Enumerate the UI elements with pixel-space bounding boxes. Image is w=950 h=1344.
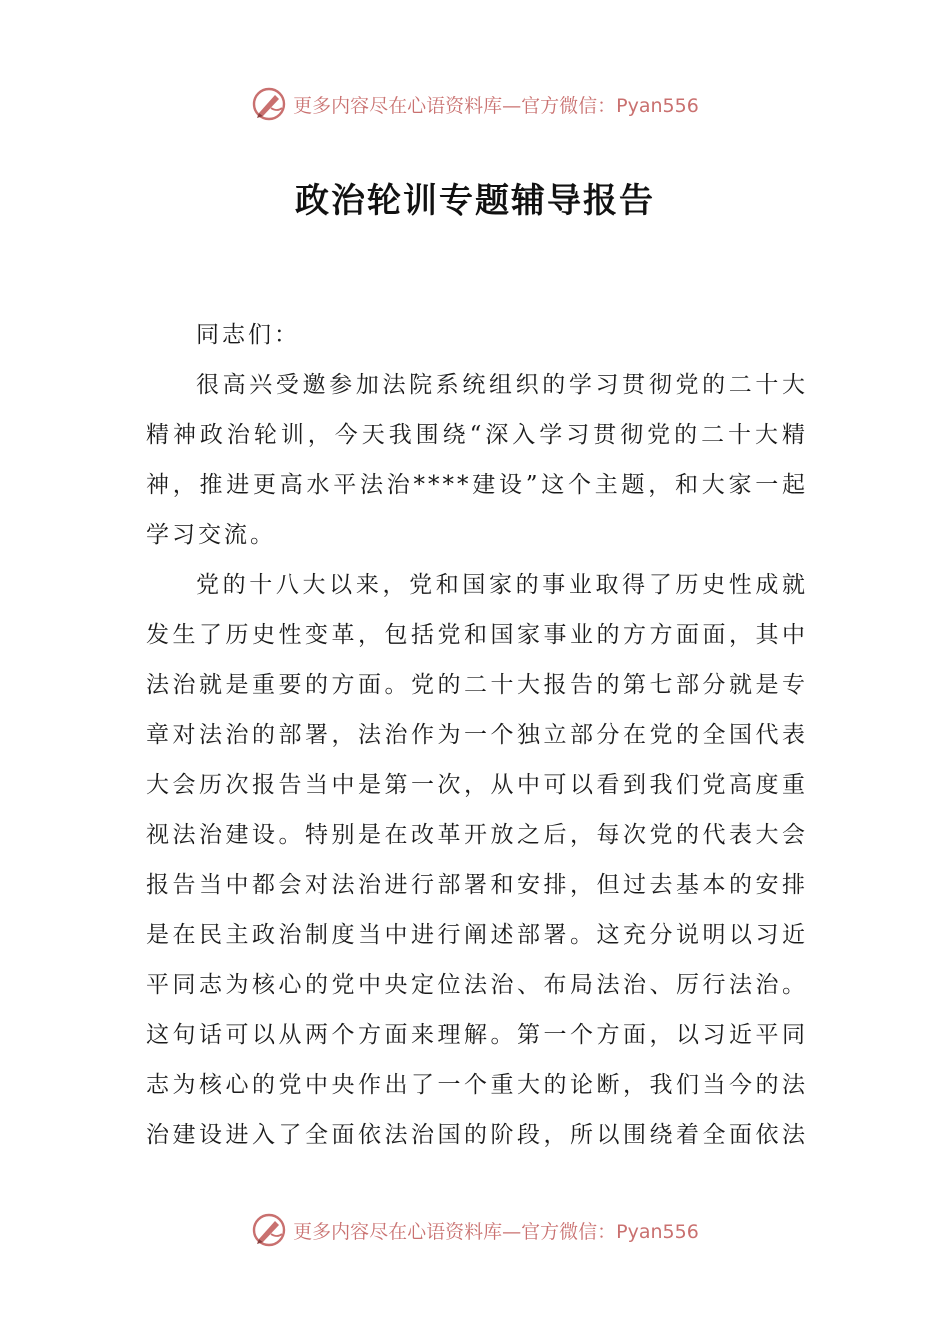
- text-line: 发生了历史性变革，包括党和国家事业的方方面面，其中: [146, 622, 808, 648]
- watermark-prefix: 更多内容尽在心语资料库—官方微信：: [293, 1220, 617, 1243]
- text-line: 很高兴受邀参加法院系统组织的学习贯彻党的二十大: [196, 372, 808, 398]
- text-line: 是在民主政治制度当中进行阐述部署。这充分说明以习近: [146, 922, 808, 948]
- text-line: 大会历次报告当中是第一次，从中可以看到我们党高度重: [146, 772, 808, 798]
- watermark-text: [293, 1217, 699, 1244]
- text-line: 学习交流。: [146, 522, 276, 548]
- watermark-wechat-id: Pyan556: [616, 1220, 699, 1243]
- text-line: 治建设进入了全面依法治国的阶段，所以围绕着全面依法: [146, 1122, 808, 1148]
- text-line: 这句话可以从两个方面来理解。第一个方面，以习近平同: [146, 1022, 808, 1048]
- text-line: 党的十八大以来，党和国家的事业取得了历史性成就: [196, 572, 808, 598]
- paragraph-2: [146, 560, 808, 1160]
- pen-circle-icon: [251, 1212, 287, 1248]
- text-line: 精神政治轮训，今天我围绕“深入学习贯彻党的二十大精: [146, 422, 808, 448]
- watermark-wechat-id: Pyan556: [616, 94, 699, 117]
- text-line: 志为核心的党中央作出了一个重大的论断，我们当今的法: [146, 1072, 808, 1098]
- text-line: 神，推进更高水平法治****建设”这个主题，和大家一起: [146, 472, 808, 498]
- text-line: 平同志为核心的党中央定位法治、布局法治、厉行法治。: [146, 972, 808, 998]
- greeting: 同志们：: [196, 322, 300, 348]
- text-line: 视法治建设。特别是在改革开放之后，每次党的代表大会: [146, 822, 808, 848]
- document-title: 政治轮训专题辅导报告: [295, 181, 655, 221]
- text-line: 法治就是重要的方面。党的二十大报告的第七部分就是专: [146, 672, 808, 698]
- watermark-content: [251, 1212, 699, 1248]
- watermark-prefix: 更多内容尽在心语资料库—官方微信：: [293, 94, 617, 117]
- watermark-content: [251, 86, 699, 122]
- watermark-banner-top: [0, 84, 950, 124]
- document-body: [146, 310, 808, 1160]
- text-line: 章对法治的部署，法治作为一个独立部分在党的全国代表: [146, 722, 808, 748]
- pen-circle-icon: [251, 86, 287, 122]
- watermark-text: [293, 91, 699, 118]
- watermark-banner-bottom: [0, 1210, 950, 1250]
- text-line: 报告当中都会对法治进行部署和安排，但过去基本的安排: [146, 872, 808, 898]
- paragraph-1: [146, 360, 808, 560]
